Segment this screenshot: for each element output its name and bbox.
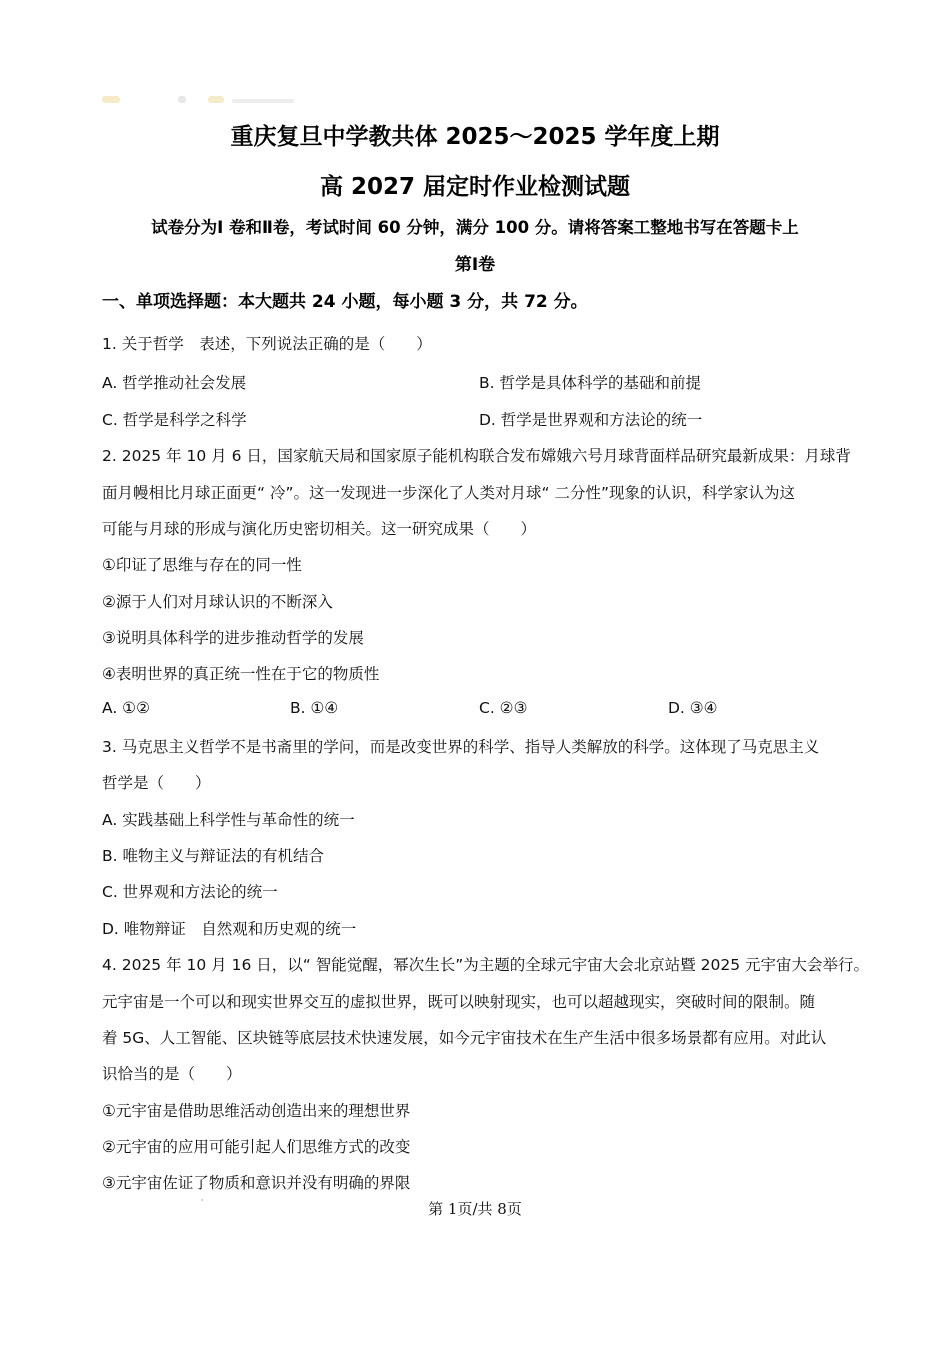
volume-heading: 第Ⅰ卷 — [454, 255, 496, 275]
q1-option-d: D. 哲学是世界观和方法论的统一 — [479, 411, 703, 429]
q2-statement-2: ②源于人们对月球认识的不断深入 — [102, 593, 333, 611]
question-2-stem-line: 可能与月球的形成与演化历史密切相关。这一研究成果（ ） — [102, 520, 537, 538]
section-heading: 一、单项选择题：本大题共 24 小题，每小题 3 分，共 72 分。 — [102, 292, 588, 312]
page-number: 第 1页/共 8页 — [428, 1200, 522, 1218]
q1-option-a: A. 哲学推动社会发展 — [102, 374, 247, 392]
stray-mark: ' — [201, 1198, 204, 1207]
question-1-stem: 1. 关于哲学 表述，下列说法正确的是（ ） — [102, 335, 432, 353]
q3-option-a: A. 实践基础上科学性与革命性的统一 — [102, 811, 355, 829]
question-4-stem-line: 着 5G、人工智能、区块链等底层技术快速发展，如今元宇宙技术在生产生活中很多场景都有应用。对此认 — [102, 1029, 827, 1047]
exam-title-line1: 重庆复旦中学教共体 2025～2025 学年度上期 — [230, 124, 720, 150]
question-3-stem-line: 3. 马克思主义哲学不是书斋里的学问，而是改变世界的科学、指导人类解放的科学。这体现了马克思主义 — [102, 738, 820, 756]
question-4-stem-line: 4. 2025 年 10 月 16 日，以“ 智能觉醒，幂次生长”为主题的全球元宇宙大会北京站暨 2025 元宇宙大会举行。 — [102, 956, 870, 974]
question-2-stem-line: 面月幔相比月球正面更“ 冷”。这一发现进一步深化了人类对月球“ 二分性”现象的认识，科学家认为这 — [102, 484, 795, 502]
q1-option-b: B. 哲学是具体科学的基础和前提 — [479, 374, 701, 392]
q2-option-c: C. ②③ — [479, 699, 528, 717]
scan-artifact — [178, 96, 186, 103]
q1-option-c: C. 哲学是科学之科学 — [102, 411, 247, 429]
scan-artifact — [208, 96, 224, 103]
q2-statement-3: ③说明具体科学的进步推动哲学的发展 — [102, 629, 364, 647]
question-2-stem-line: 2. 2025 年 10 月 6 日，国家航天局和国家原子能机构联合发布嫦娥六号月球背面样品研究最新成果：月球背 — [102, 447, 851, 465]
question-4-stem-line: 识恰当的是（ ） — [102, 1065, 242, 1083]
q4-statement-3: ③元宇宙佐证了物质和意识并没有明确的界限 — [102, 1174, 411, 1192]
scan-artifact — [232, 99, 294, 103]
q2-option-d: D. ③④ — [668, 699, 718, 717]
question-3-stem-line: 哲学是（ ） — [102, 774, 211, 792]
scan-artifact — [102, 96, 120, 103]
q3-option-c: C. 世界观和方法论的统一 — [102, 883, 278, 901]
q4-statement-2: ②元宇宙的应用可能引起人们思维方式的改变 — [102, 1138, 411, 1156]
q3-option-d: D. 唯物辩证 自然观和历史观的统一 — [102, 920, 357, 938]
q4-statement-1: ①元宇宙是借助思维活动创造出来的理想世界 — [102, 1102, 411, 1120]
q2-statement-4: ④表明世界的真正统一性在于它的物质性 — [102, 665, 380, 683]
exam-title-line2: 高 2027 届定时作业检测试题 — [319, 174, 631, 200]
q3-option-b: B. 唯物主义与辩证法的有机结合 — [102, 847, 324, 865]
question-4-stem-line: 元宇宙是一个可以和现实世界交互的虚拟世界，既可以映射现实，也可以超越现实，突破时间的限制。随 — [102, 993, 816, 1011]
exam-instructions: 试卷分为Ⅰ 卷和Ⅱ卷，考试时间 60 分钟，满分 100 分。请将答案工整地书写在答题卡上 — [151, 218, 799, 237]
q2-statement-1: ①印证了思维与存在的同一性 — [102, 556, 302, 574]
q2-option-b: B. ①④ — [290, 699, 339, 717]
q2-option-a: A. ①② — [102, 699, 150, 717]
